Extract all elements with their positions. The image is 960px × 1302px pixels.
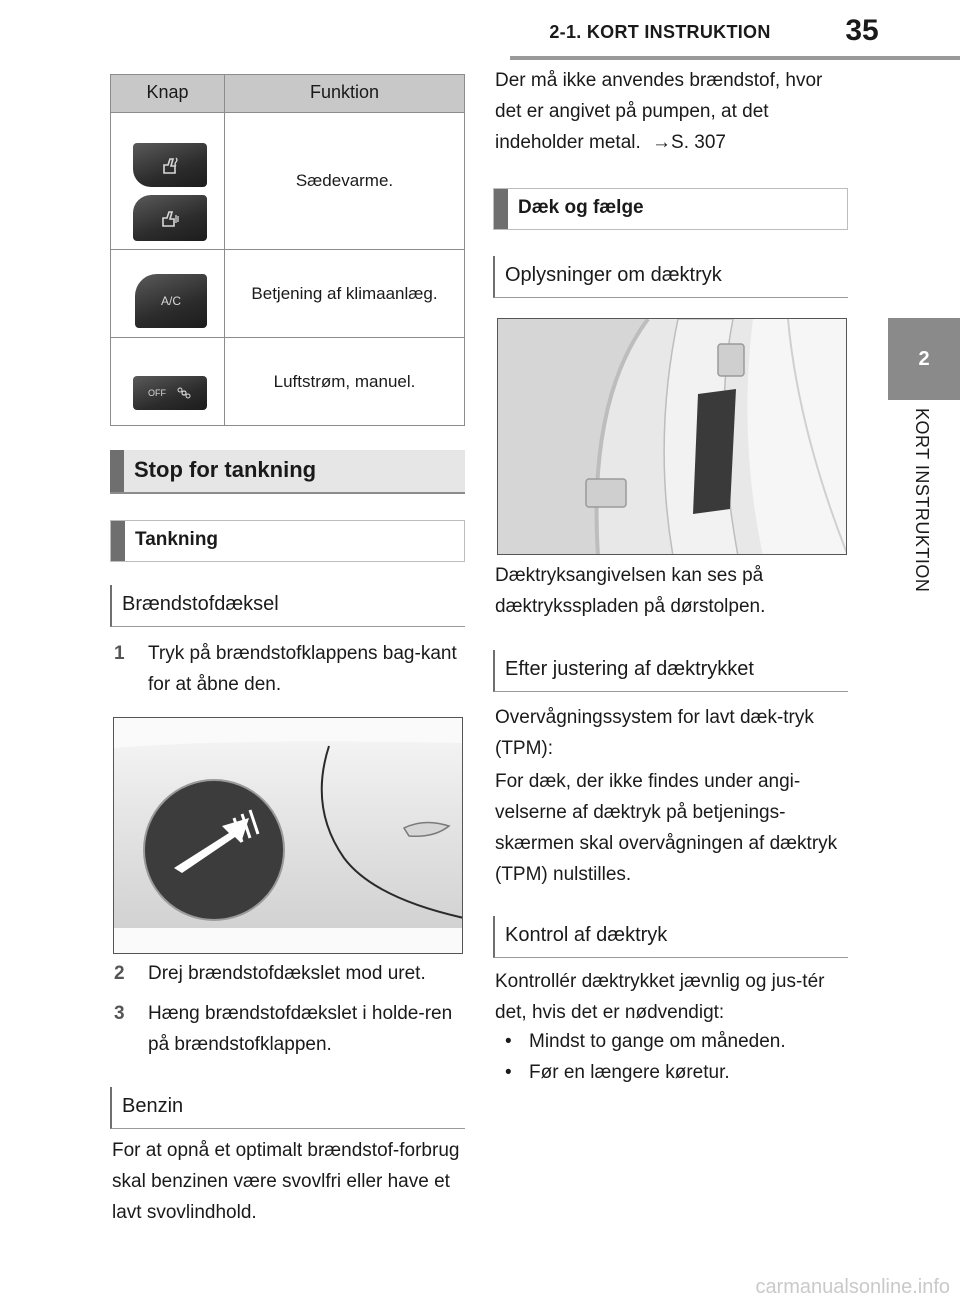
table-row xyxy=(111,338,464,425)
subsection-tires xyxy=(493,188,848,230)
function-climate-control: Betjening af klimaanlæg. xyxy=(251,283,438,303)
button-function-table xyxy=(110,74,465,426)
heading-after-adjust: Efter justering af dæktrykket xyxy=(493,650,848,692)
ac-button-cell xyxy=(111,250,224,337)
function-airflow-manual: Luftstrøm, manuel. xyxy=(273,371,416,391)
seat-ventilation-icon xyxy=(133,195,207,241)
tpm-reset-text: For dæk, der ikke findes under angi-velserne af dæktryk på betjenings-skærmen skal overvågningen af dæktryk (TPM) nulstilles. xyxy=(495,771,838,885)
list-item: • Mindst to gange om måneden. xyxy=(505,1031,786,1052)
table-header xyxy=(111,75,464,113)
petrol-text: For at opnå et optimalt brændstof-forbrug skal benzinen være svovlfri eller have et lavt svovlindhold. xyxy=(112,1140,460,1223)
fuel-metal-text: Der må ikke anvendes brændstof, hvor det er angivet på pumpen, at det indeholder metal. xyxy=(495,70,823,153)
door-pillar-illustration xyxy=(497,318,847,555)
heading-fuel-cap: Brændstofdæksel xyxy=(110,585,465,627)
table-row xyxy=(111,113,464,250)
fuel-flap-illustration xyxy=(113,717,463,954)
subsection-title: Tankning xyxy=(135,529,219,550)
chapter-title: 2-1. KORT INSTRUKTION xyxy=(549,22,771,42)
table-header-button: Knap xyxy=(146,82,189,102)
ac-button-icon: A/C xyxy=(135,274,207,328)
section-title: Stop for tankning xyxy=(134,457,317,482)
step-3: 3 Hæng brændstofdækslet i holde-ren på brændstofklappen. xyxy=(114,1003,453,1055)
subsection-title: Dæk og fælge xyxy=(518,197,644,218)
airflow-off-label: OFF xyxy=(148,388,166,398)
section-refueling xyxy=(110,450,465,494)
tpm-text: Overvågningssystem for lavt dæk-tryk (TPM): xyxy=(495,707,814,759)
heading-tire-pressure-info: Oplysninger om dæktryk xyxy=(493,256,848,298)
page-reference-link[interactable]: S. 307 xyxy=(671,132,726,153)
heading-petrol: Benzin xyxy=(110,1087,465,1129)
step-2: 2 Drej brændstofdækslet mod uret. xyxy=(114,963,426,984)
chapter-tab-label: KORT INSTRUKTION xyxy=(912,408,932,593)
tire-check-text: Kontrollér dæktrykket jævnlig og jus-tér det, hvis det er nødvendigt: xyxy=(495,971,825,1023)
seat-heater-icon xyxy=(133,143,207,187)
watermark[interactable]: carmanualsonline.info xyxy=(755,1276,950,1298)
step-1: 1 Tryk på brændstofklappens bag-kant for at åbne den. xyxy=(114,643,457,695)
fan-icon xyxy=(176,385,192,401)
chapter-tab xyxy=(888,318,960,400)
page-number: 35 xyxy=(845,14,879,47)
function-seat-heating: Sædevarme. xyxy=(295,171,394,190)
seat-heater-buttons xyxy=(111,113,224,249)
heading-tire-check: Kontrol af dæktryk xyxy=(493,916,848,958)
table-row xyxy=(111,250,464,338)
list-item: • Før en længere køretur. xyxy=(505,1062,730,1083)
airflow-icon xyxy=(133,376,207,410)
subsection-tankning xyxy=(110,520,465,562)
chapter-tab-number: 2 xyxy=(918,348,930,370)
tire-pressure-info-text: Dæktryksangivelsen kan ses på dæktryksspladen på dørstolpen. xyxy=(495,565,766,617)
header-rule xyxy=(510,56,960,60)
arrow-icon: → xyxy=(652,132,672,153)
airflow-button-cell xyxy=(111,338,224,425)
fuel-metal-warning xyxy=(495,65,850,158)
table-header-function: Funktion xyxy=(309,82,380,102)
